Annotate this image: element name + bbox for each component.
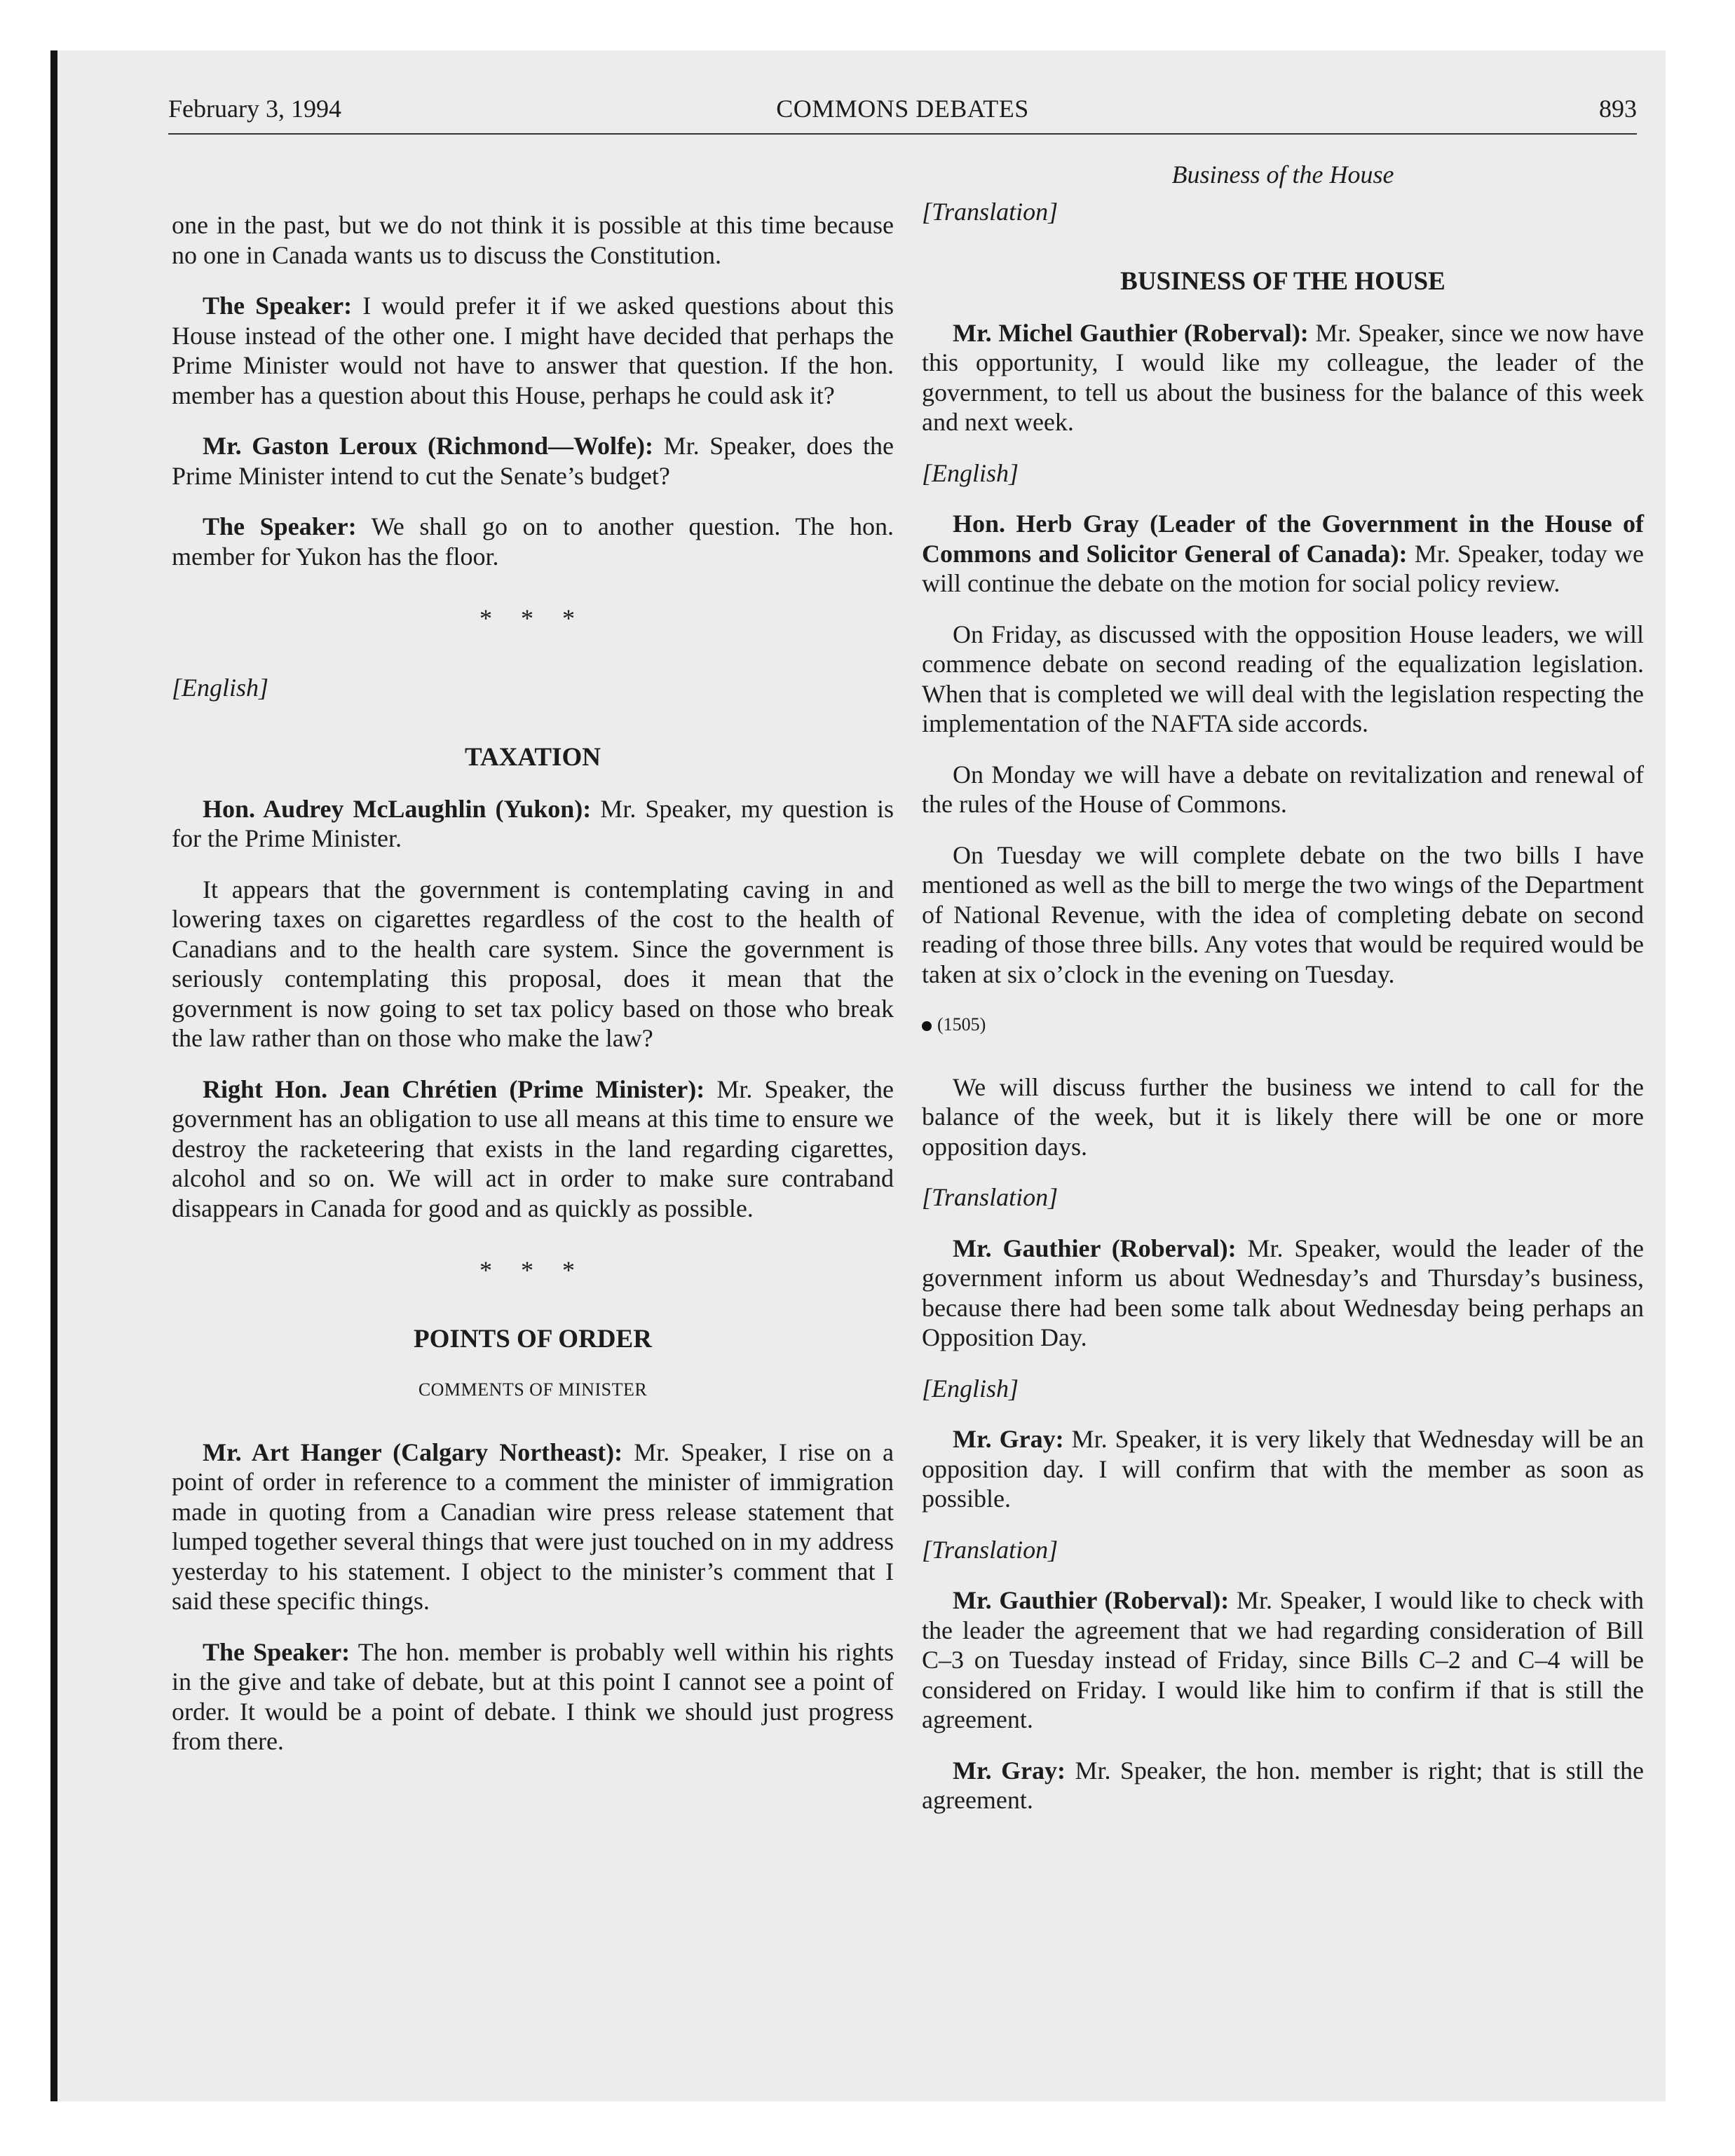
speech-text: Mr. Speaker, the government has an obligation to use all means at this time to ensure we destroy the racketeering that exists in the land regarding cigarettes, alcohol and so on. We will act in order to make sure contraband disappears in Canada for good and as quickly as possible. — [172, 1074, 894, 1222]
language-marker: [Translation] — [922, 197, 1059, 226]
speech-text: I would prefer it if we asked questions about this House instead of the other one. I might have decided that perhaps the Prime Minister would not have to answer that question. If the hon. member has a question about this House, perhaps he could ask it? — [172, 292, 894, 409]
paragraph — [172, 431, 894, 491]
language-marker: [English] — [172, 673, 269, 702]
speaker-name: Mr. Gray: — [953, 1425, 1064, 1453]
speaker-name: Mr. Michel Gauthier (Roberval): — [953, 318, 1309, 347]
right-column — [922, 160, 1644, 1836]
section-heading: POINTS OF ORDER — [414, 1324, 652, 1353]
header-date: February 3, 1994 — [168, 95, 341, 123]
section-subheading: COMMENTS OF MINISTER — [418, 1379, 648, 1400]
paragraph — [922, 1424, 1644, 1514]
page-number: 893 — [1599, 95, 1637, 123]
paragraph: On Monday we will have a debate on revitalization and renewal of the rules of the House of Commons. — [922, 760, 1644, 818]
paragraph: one in the past, but we do not think it is possible at this time because no one in Canada wants us to discuss the Constitution. — [172, 211, 894, 269]
language-marker: [English] — [922, 458, 1019, 487]
language-marker: [Translation] — [922, 1535, 1059, 1564]
section-heading: BUSINESS OF THE HOUSE — [1120, 267, 1445, 296]
paragraph — [922, 1756, 1644, 1815]
paragraph — [172, 1074, 894, 1224]
speech-text: The hon. member is probably well within his rights in the give and take of debate, but at this point I cannot see a point of order. It would be a point of debate. I think we should just progress from there. — [172, 1637, 894, 1755]
speech-text: Mr. Speaker, it is very likely that Wednesday will be an opposition day. I will confirm that with the member as soon as possible. — [922, 1425, 1644, 1513]
paragraph: On Tuesday we will complete debate on the two bills I have mentioned as well as the bill to merge the two wings of the Department of National Revenue, with the idea of completing debate on second reading of those three bills. Any votes that would be required would be taken at six o’clock in the evening on Tuesday. — [922, 840, 1644, 988]
paragraph — [922, 509, 1644, 599]
paragraph — [172, 512, 894, 571]
speaker-name: Mr. Gauthier (Roberval): — [953, 1586, 1230, 1614]
speaker-name: Right Hon. Jean Chrétien (Prime Minister): — [203, 1074, 705, 1103]
speech-text: Mr. Speaker, I would like to check with the leader the agreement that we had regarding consideration of Bill C–3 on Tuesday instead of Friday, since Bills C–2 and C–4 will be considered on Friday. I would like him to confirm if that is still the agreement. — [922, 1586, 1644, 1733]
speech-text: Mr. Speaker, the hon. member is right; that is still the agreement. — [922, 1756, 1644, 1814]
speech-text: Mr. Speaker, today we will continue the debate on the motion for social policy review. — [922, 539, 1644, 597]
speaker-name: The Speaker: — [203, 512, 357, 540]
paragraph — [172, 1637, 894, 1756]
page-header — [168, 90, 1637, 135]
section-separator: * * * — [479, 1256, 586, 1284]
paragraph: We will discuss further the business we intend to call for the balance of the week, but it is likely there will be one or more opposition days. — [922, 1072, 1644, 1161]
speaker-name: Mr. Gray: — [953, 1756, 1066, 1785]
paragraph — [922, 1234, 1644, 1353]
speaker-name: Mr. Art Hanger (Calgary Northeast): — [203, 1438, 623, 1466]
speech-text: Mr. Speaker, does the Prime Minister intend to cut the Senate’s budget? — [172, 432, 894, 490]
speaker-name: Hon. Audrey McLaughlin (Yukon): — [203, 794, 592, 823]
language-marker: [Translation] — [922, 1183, 1059, 1211]
speech-text: Mr. Speaker, since we now have this opportunity, I would like my colleague, the leader of the government, to tell us about the business for the balance of this week and next week. — [922, 318, 1644, 436]
speech-text: We shall go on to another question. The hon. member for Yukon has the floor. — [172, 512, 894, 571]
timestamp-text: (1505) — [937, 1014, 986, 1035]
paragraph: It appears that the government is contemplating caving in and lowering taxes on cigarettes regardless of the cost to the health of Canadians and to the health care system. Since the government is seriously contemplating this proposal, does it mean that the government is now going to set tax policy based on those who break the law rather than on those who make the law? — [172, 875, 894, 1052]
bullet-icon — [922, 1021, 932, 1031]
timestamp — [922, 1010, 1644, 1040]
paragraph: On Friday, as discussed with the opposition House leaders, we will commence debate on second reading of the equalization legislation. When that is completed we will deal with the legislation respecting the implementation of the NAFTA side accords. — [922, 620, 1644, 737]
speech-text: Mr. Speaker, my question is for the Prime Minister. — [172, 794, 894, 852]
speech-text: Mr. Speaker, would the leader of the government inform us about Wednesday’s and Thursday’s business, because there had been some talk about Wednesday being perhaps an Opposition Day. — [922, 1234, 1645, 1351]
paragraph — [172, 794, 894, 854]
speaker-name: Mr. Gauthier (Roberval): — [953, 1234, 1237, 1262]
speech-text: Mr. Speaker, I rise on a point of order in reference to a comment the minister of immigration made in quoting from a Canadian wire press release statement that lumped together several things that were just touched on in my address yesterday to his statement. I object to the minister’s comment that I said these specific things. — [172, 1438, 894, 1615]
speaker-name: Mr. Gaston Leroux (Richmond—Wolfe): — [203, 432, 653, 460]
section-separator: * * * — [479, 604, 586, 632]
speaker-name: The Speaker: — [203, 292, 353, 320]
speaker-name: The Speaker: — [203, 1637, 351, 1666]
language-marker: [English] — [922, 1374, 1019, 1403]
paragraph — [172, 291, 894, 410]
speaker-name: Hon. Herb Gray (Leader of the Government in the House of Commons and Solicitor General of Canada): — [922, 510, 1644, 568]
section-heading: TAXATION — [465, 743, 601, 772]
paragraph — [922, 318, 1644, 437]
paragraph — [922, 1585, 1644, 1735]
running-head: Business of the House — [1171, 161, 1394, 189]
paragraph — [172, 1438, 894, 1616]
left-column — [172, 210, 894, 1778]
header-title: COMMONS DEBATES — [776, 95, 1029, 123]
